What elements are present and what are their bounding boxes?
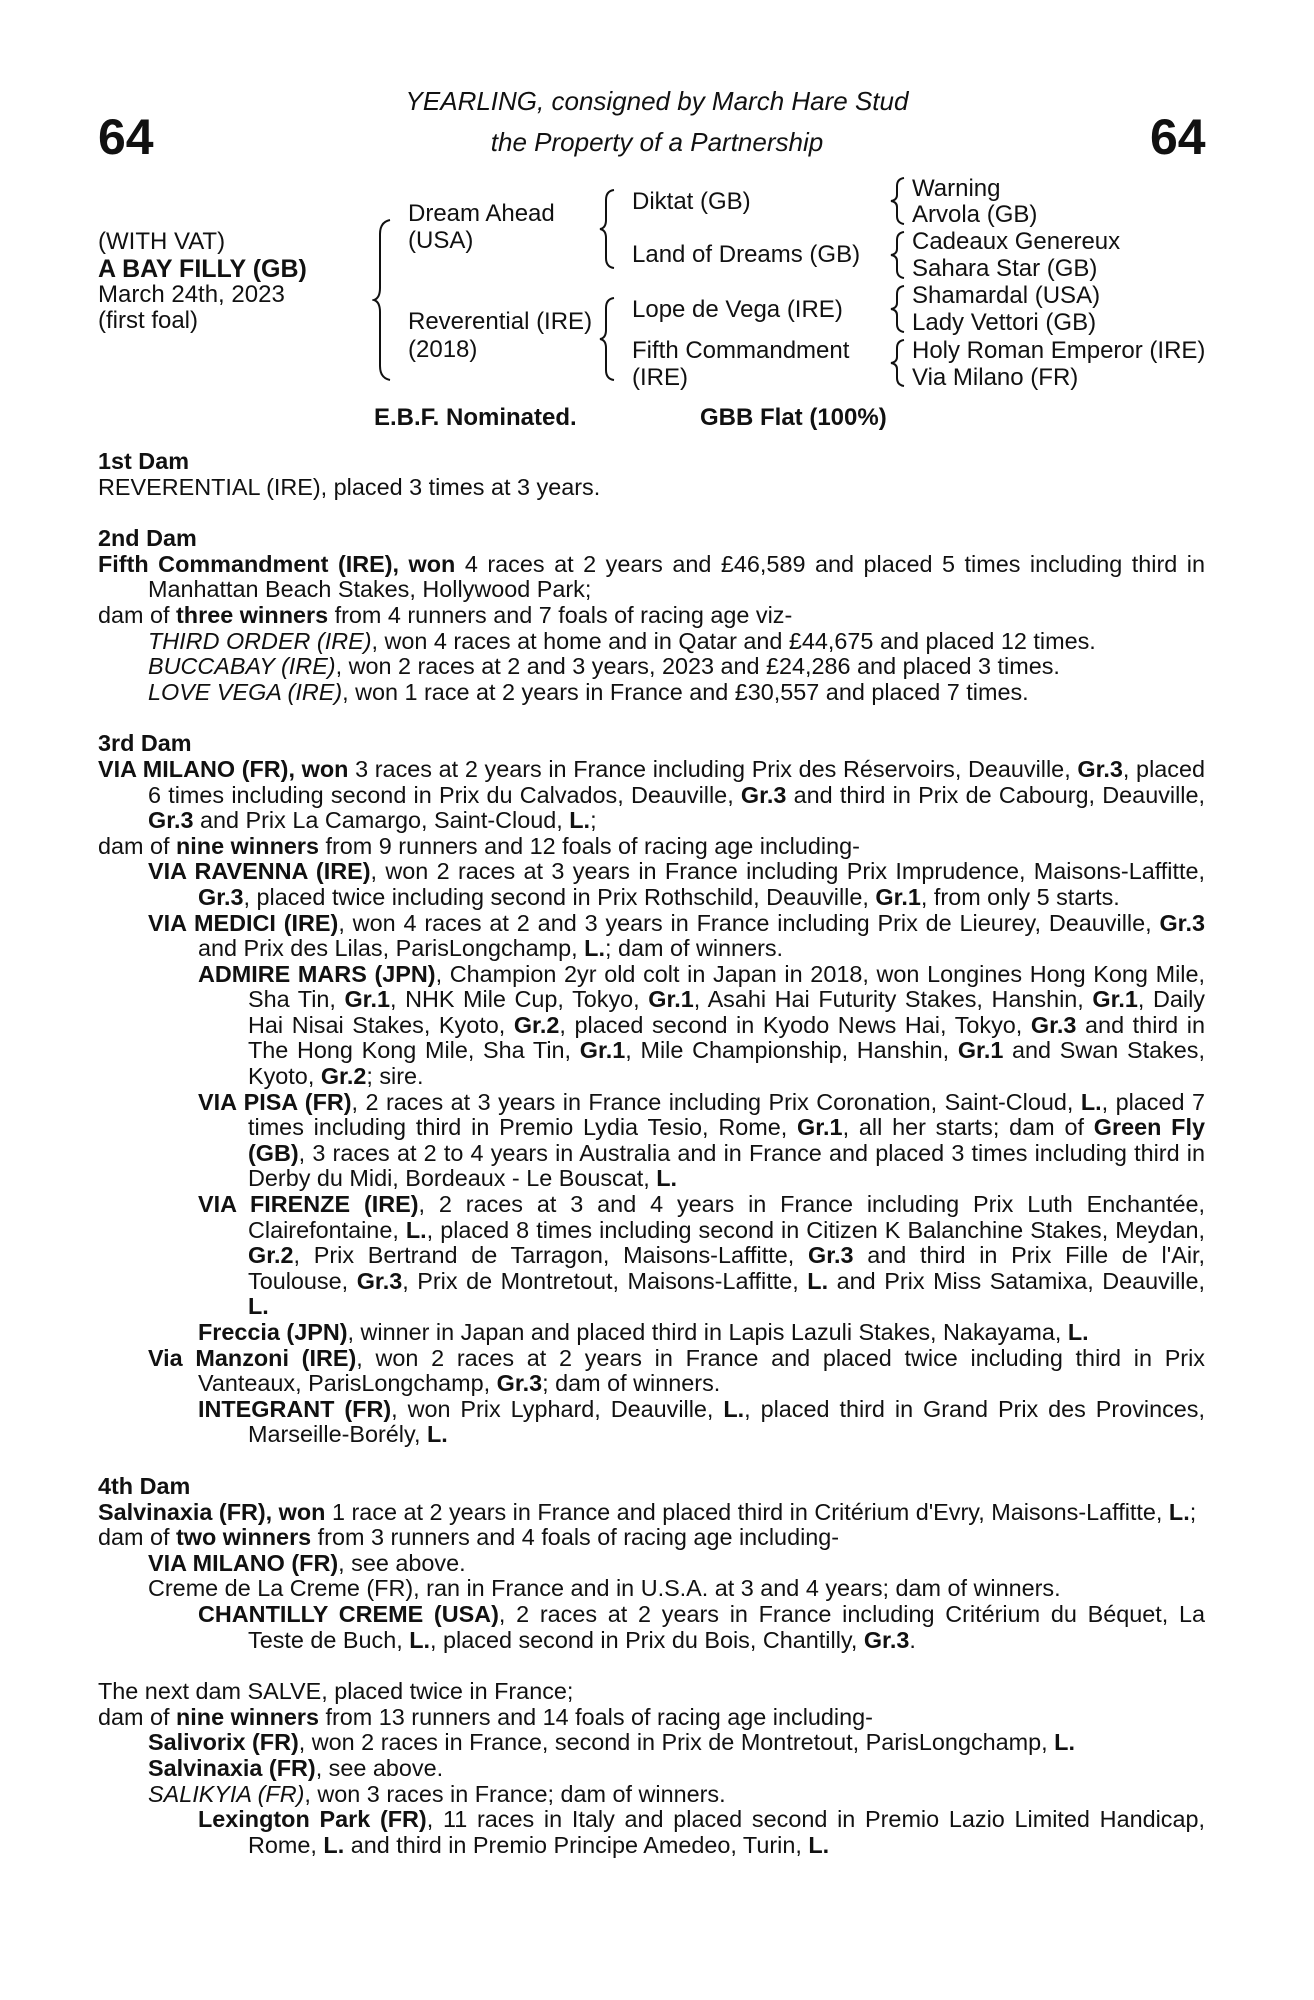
- sire-sire: Diktat (GB): [632, 188, 751, 215]
- horse-name: A BAY FILLY (GB): [98, 255, 307, 283]
- produce-entry: Lexington Park (FR), 11 races in Italy and placed second in Premio Lazio Limited Handicap, Rome, L. and third in Premio Principe Amedeo, Turin, L.: [198, 1806, 1205, 1858]
- lot-number-right: 64: [1150, 109, 1206, 165]
- produce-entry: VIA PISA (FR), 2 races at 3 years in France including Prix Coronation, Saint-Cloud, L., placed 7 times including third in Premio Lydia Tesio, Rome, Gr.1, all her starts; dam of Green Fly (GB), 3 races at 2 to 4 years in Australia and in France and placed 3 times including third in Derby du Midi, Bordeaux - Le Bouscat, L.: [198, 1088, 1205, 1192]
- foaling-date: March 24th, 2023: [98, 281, 285, 308]
- dam-entry: Salvinaxia (FR), won 1 race at 2 years in France and placed third in Critérium d'Evry, Maisons-Laffitte, L.;: [98, 1498, 1197, 1525]
- lot-number-left: 64: [98, 109, 154, 165]
- pedigree-brace: [372, 218, 396, 382]
- fourth-dam-heading: 4th Dam: [98, 1472, 191, 1499]
- ancestor-g8: Via Milano (FR): [912, 364, 1079, 391]
- pedigree-brace: [888, 176, 910, 226]
- produce-entry: VIA MILANO (FR), see above.: [148, 1549, 466, 1576]
- third-dam-heading: 3rd Dam: [98, 730, 192, 757]
- produce-entry: Creme de La Creme (FR), ran in France and in U.S.A. at 3 and 4 years; dam of winners.: [148, 1575, 1061, 1602]
- pedigree-brace: [888, 338, 910, 388]
- produce-summary: dam of nine winners from 13 runners and 14 foals of racing age including-: [98, 1703, 873, 1730]
- sire-name: Dream Ahead: [408, 200, 555, 227]
- ancestor-g3: Cadeaux Genereux: [912, 228, 1121, 255]
- catalogue-body: [98, 449, 1205, 1858]
- produce-entry: VIA FIRENZE (IRE), 2 races at 3 and 4 years in France including Prix Luth Enchantée, Clairefontaine, L., placed 8 times including second in Citizen K Balanchine Stakes, Meydan, Gr.2, Prix Bertrand de Tarragon, Maisons-Laffitte, Gr.3 and third in Prix Fille de l'Air, Toulouse, Gr.3, Prix de Montretout, Maisons-Laffitte, L. and Prix Miss Satamixa, Deauville, L.: [198, 1191, 1206, 1320]
- consignment-line: YEARLING, consigned by March Hare Stud: [405, 86, 909, 116]
- ancestor-g5: Shamardal (USA): [912, 282, 1101, 309]
- ancestor-g7: Holy Roman Emperor (IRE): [912, 337, 1206, 364]
- produce-entry: LOVE VEGA (IRE), won 1 race at 2 years in France and £30,557 and placed 7 times.: [148, 678, 1029, 705]
- first-foal-note: (first foal): [98, 307, 199, 334]
- produce-entry: CHANTILLY CREME (USA), 2 races at 2 years in France including Critérium du Béquet, La Teste de Buch, L., placed second in Prix du Bois, Chantilly, Gr.3.: [198, 1600, 1205, 1653]
- pedigree-brace: [598, 296, 620, 382]
- produce-summary: dam of two winners from 3 runners and 4 foals of racing age including-: [98, 1524, 840, 1551]
- dam-dam: Fifth Commandment: [632, 337, 850, 364]
- vat-note: (WITH VAT): [98, 228, 226, 255]
- ebf-nomination: E.B.F. Nominated.: [374, 404, 577, 431]
- ancestor-g1: Warning: [912, 175, 1001, 202]
- second-dam-heading: 2nd Dam: [98, 525, 197, 552]
- dam-dam-origin: (IRE): [632, 364, 688, 391]
- dam-sire: Lope de Vega (IRE): [632, 296, 843, 323]
- sire-dam: Land of Dreams (GB): [632, 241, 861, 268]
- produce-summary: dam of three winners from 4 runners and 7 foals of racing age viz-: [98, 601, 793, 628]
- produce-entry: Salivorix (FR), won 2 races in France, second in Prix de Montretout, ParisLongchamp, L.: [148, 1729, 1075, 1756]
- pedigree-brace: [888, 230, 910, 280]
- first-dam-text: REVERENTIAL (IRE), placed 3 times at 3 years.: [98, 473, 601, 500]
- produce-entry: SALIKYIA (FR), won 3 races in France; dam of winners.: [148, 1780, 726, 1807]
- first-dam-heading: 1st Dam: [98, 448, 190, 474]
- produce-entry: VIA MEDICI (IRE), won 4 races at 2 and 3 years in France including Prix de Lieurey, Deauville, Gr.3 and Prix des Lilas, ParisLongchamp, L.; dam of winners.: [148, 909, 1205, 962]
- ancestor-g4: Sahara Star (GB): [912, 255, 1098, 282]
- ancestor-g6: Lady Vettori (GB): [912, 309, 1097, 336]
- sire-origin: (USA): [408, 227, 474, 254]
- produce-entry: BUCCABAY (IRE), won 2 races at 2 and 3 years, 2023 and £24,286 and placed 3 times.: [148, 653, 1060, 680]
- ownership-line: the Property of a Partnership: [490, 127, 824, 157]
- produce-summary: dam of nine winners from 9 runners and 12 foals of racing age including-: [98, 832, 860, 859]
- gbb-flat: GBB Flat (100%): [700, 404, 887, 431]
- dam-name: Reverential (IRE): [408, 308, 593, 335]
- dam-entry: Fifth Commandment (IRE), won 4 races at 2 years and £46,589 and placed 5 times including third in Manhattan Beach Stakes, Hollywood Park;: [98, 550, 1205, 603]
- dam-year: (2018): [408, 336, 478, 363]
- produce-entry: Via Manzoni (IRE), won 2 races at 2 years in France and placed twice including third in Prix Vanteaux, ParisLongchamp, Gr.3; dam of winners.: [148, 1344, 1205, 1397]
- next-dam-entry: The next dam SALVE, placed twice in France;: [98, 1678, 574, 1705]
- produce-entry: Freccia (JPN), winner in Japan and placed third in Lapis Lazuli Stakes, Nakayama, L.: [198, 1319, 1089, 1345]
- produce-entry: Salvinaxia (FR), see above.: [148, 1754, 444, 1781]
- pedigree-brace: [598, 188, 620, 270]
- dam-entry: VIA MILANO (FR), won 3 races at 2 years in France including Prix des Réservoirs, Deauville, Gr.3, placed 6 times including second in Prix du Calvados, Deauville, Gr.3 and third in Prix de Cabourg, Deauville, Gr.3 and Prix La Camargo, Saint-Cloud, L.;: [98, 755, 1205, 834]
- produce-entry: INTEGRANT (FR), won Prix Lyphard, Deauville, L., placed third in Grand Prix des Provinces, Marseille-Borély, L.: [198, 1395, 1206, 1448]
- produce-entry: THIRD ORDER (IRE), won 4 races at home and in Qatar and £44,675 and placed 12 times.: [148, 627, 1096, 654]
- produce-entry: VIA RAVENNA (IRE), won 2 races at 3 years in France including Prix Imprudence, Maisons-Laffitte, Gr.3, placed twice including second in Prix Rothschild, Deauville, Gr.1, from only 5 starts.: [148, 858, 1205, 910]
- pedigree-brace: [888, 284, 910, 334]
- produce-entry: ADMIRE MARS (JPN), Champion 2yr old colt in Japan in 2018, won Longines Hong Kong Mile, Sha Tin, Gr.1, NHK Mile Cup, Tokyo, Gr.1, Asahi Hai Futurity Stakes, Hanshin, Gr.1, Daily Hai Nisai Stakes, Kyoto, Gr.2, placed second in Kyodo News Hai, Tokyo, Gr.3 and third in The Hong Kong Mile, Sha Tin, Gr.1, Mile Championship, Hanshin, Gr.1 and Swan Stakes, Kyoto, Gr.2; sire.: [198, 960, 1206, 1090]
- ancestor-g2: Arvola (GB): [912, 201, 1038, 228]
